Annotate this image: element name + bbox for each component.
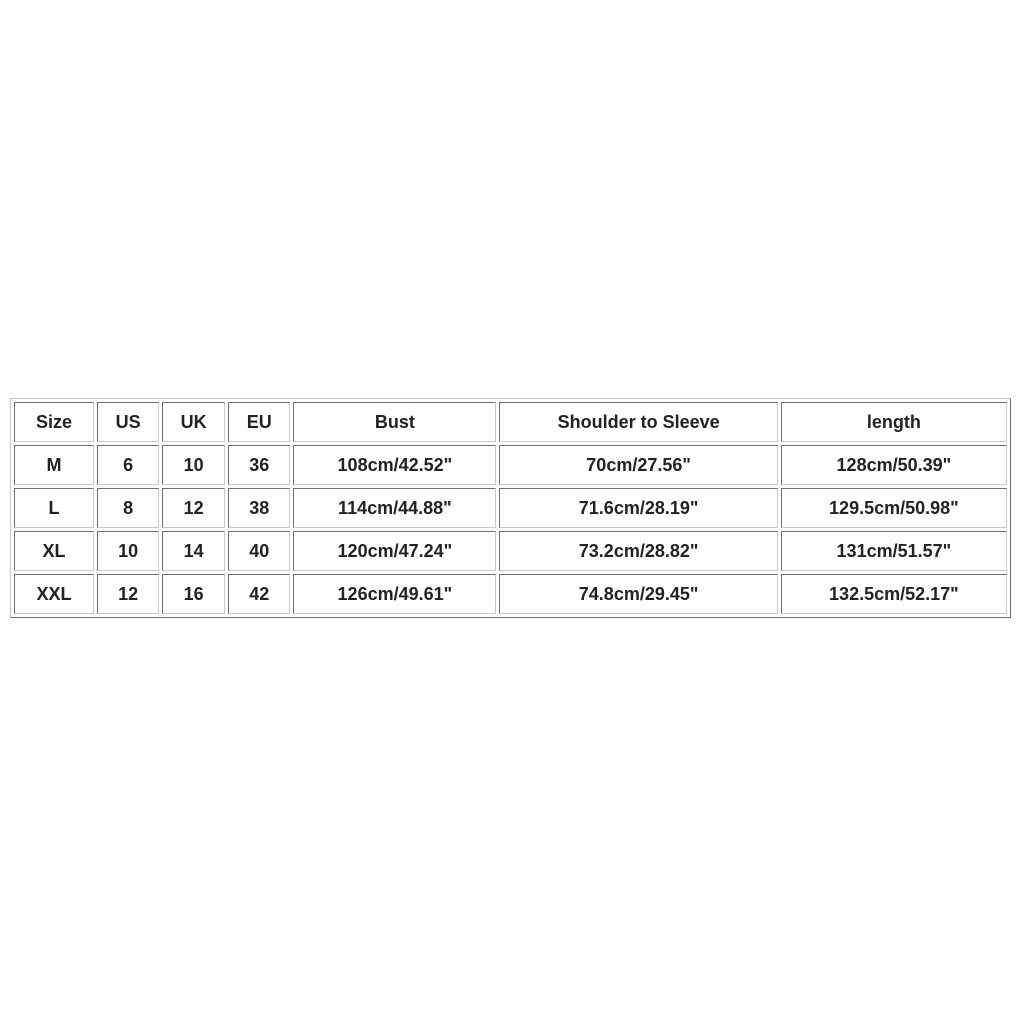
cell-us: 8: [97, 488, 159, 528]
cell-bust: 126cm/49.61": [293, 574, 496, 614]
table-header-row: [14, 402, 1007, 442]
cell-shoulder-to-sleeve: 71.6cm/28.19": [499, 488, 777, 528]
header-size: Size: [14, 402, 94, 442]
cell-bust: 120cm/47.24": [293, 531, 496, 571]
size-chart-table: [10, 398, 1011, 618]
cell-eu: 38: [228, 488, 290, 528]
cell-us: 12: [97, 574, 159, 614]
cell-bust: 114cm/44.88": [293, 488, 496, 528]
cell-size: L: [14, 488, 94, 528]
cell-shoulder-to-sleeve: 74.8cm/29.45": [499, 574, 777, 614]
cell-uk: 14: [162, 531, 225, 571]
table-row: [14, 445, 1007, 485]
cell-length: 129.5cm/50.98": [781, 488, 1007, 528]
cell-size: XL: [14, 531, 94, 571]
cell-eu: 40: [228, 531, 290, 571]
cell-eu: 42: [228, 574, 290, 614]
cell-shoulder-to-sleeve: 70cm/27.56": [499, 445, 777, 485]
cell-length: 131cm/51.57": [781, 531, 1007, 571]
table-row: [14, 574, 1007, 614]
header-us: US: [97, 402, 159, 442]
cell-size: XXL: [14, 574, 94, 614]
cell-length: 128cm/50.39": [781, 445, 1007, 485]
table-row: [14, 531, 1007, 571]
header-eu: EU: [228, 402, 290, 442]
header-length: length: [781, 402, 1007, 442]
cell-uk: 16: [162, 574, 225, 614]
cell-size: M: [14, 445, 94, 485]
cell-uk: 12: [162, 488, 225, 528]
header-uk: UK: [162, 402, 225, 442]
cell-eu: 36: [228, 445, 290, 485]
cell-bust: 108cm/42.52": [293, 445, 496, 485]
cell-length: 132.5cm/52.17": [781, 574, 1007, 614]
table-row: [14, 488, 1007, 528]
cell-us: 6: [97, 445, 159, 485]
header-shoulder-to-sleeve: Shoulder to Sleeve: [499, 402, 777, 442]
cell-uk: 10: [162, 445, 225, 485]
cell-shoulder-to-sleeve: 73.2cm/28.82": [499, 531, 777, 571]
cell-us: 10: [97, 531, 159, 571]
header-bust: Bust: [293, 402, 496, 442]
